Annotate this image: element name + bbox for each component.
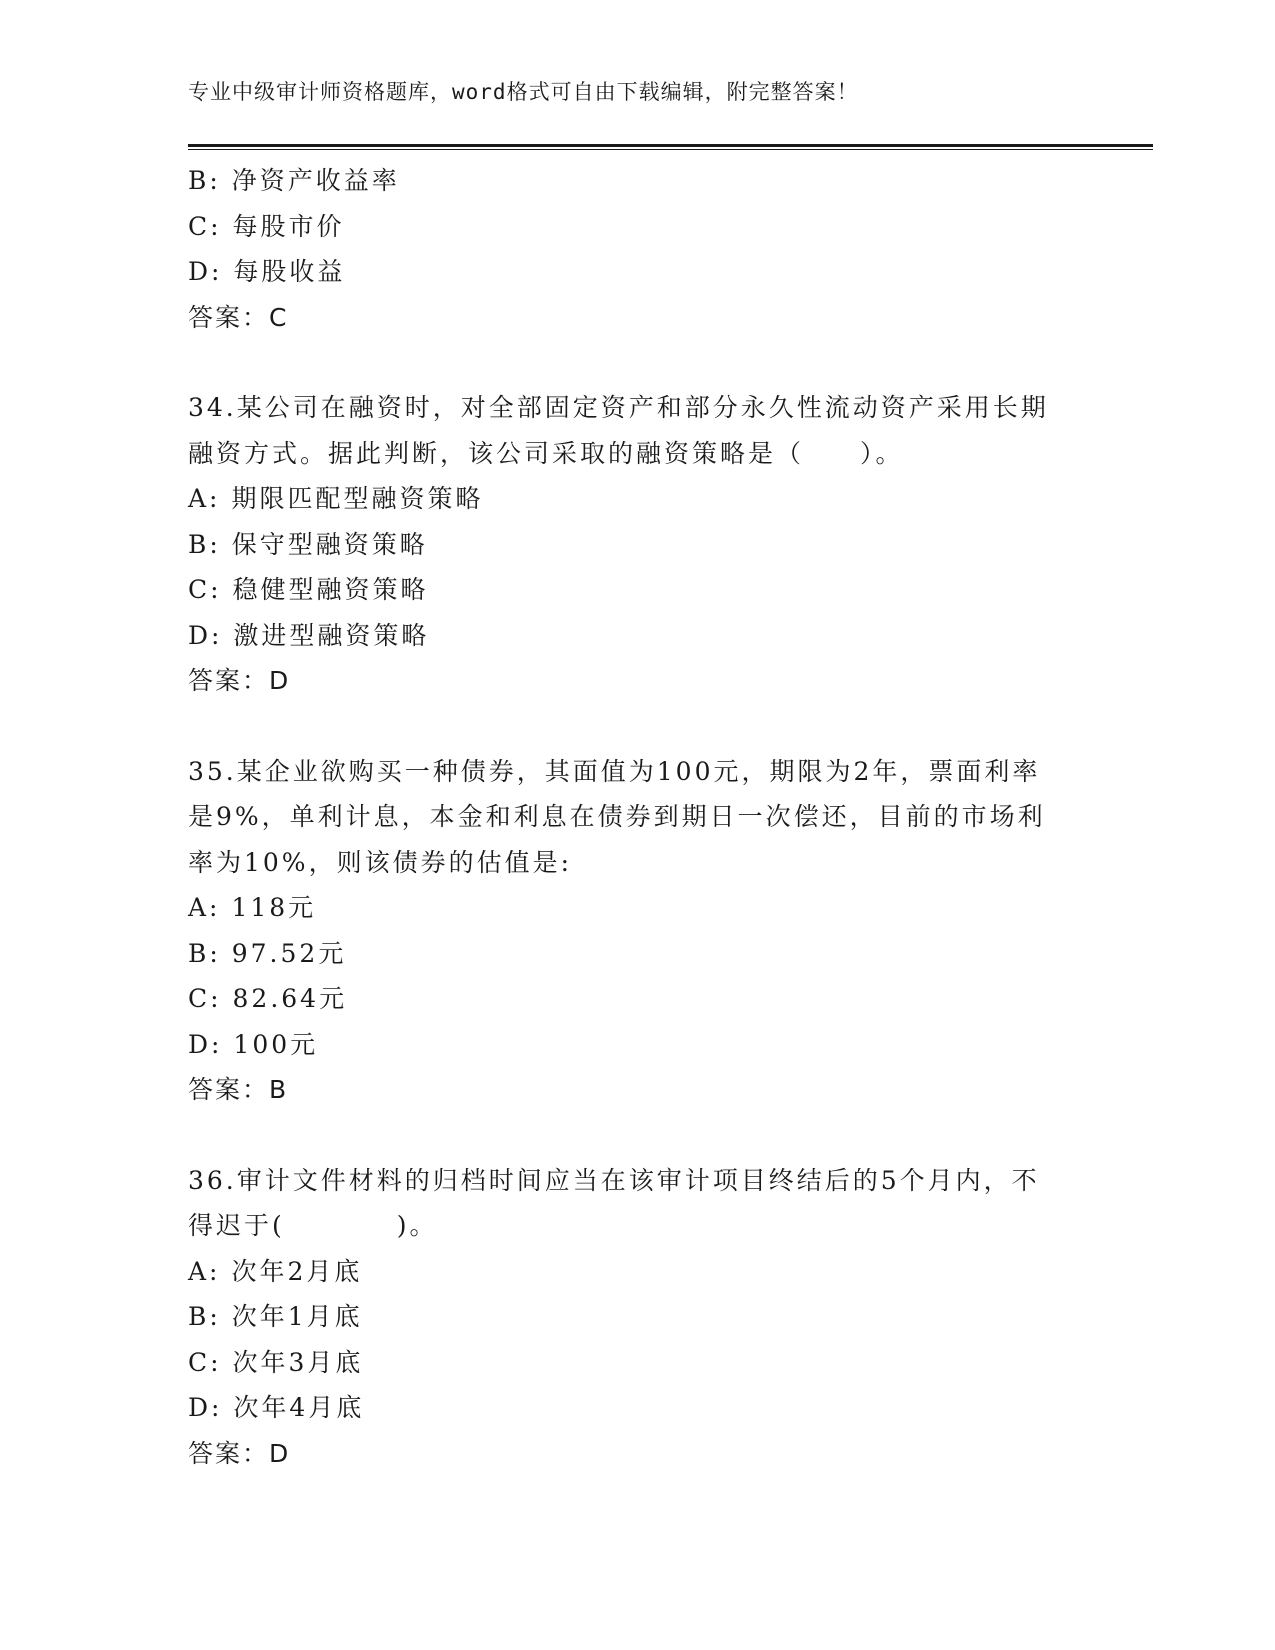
header-divider-thick bbox=[188, 144, 1153, 147]
answer-text: 答案：D bbox=[188, 666, 291, 695]
question-33 bbox=[188, 158, 1088, 340]
page-header: 专业中级审计师资格题库，word格式可自由下载编辑，附完整答案！ bbox=[188, 80, 859, 104]
option-d: D: 次年4月底 bbox=[188, 1393, 365, 1422]
option-c: C: 次年3月底 bbox=[188, 1347, 364, 1377]
answer-text: 答案：B bbox=[188, 1075, 289, 1104]
option-b: B: 97.52元 bbox=[188, 938, 347, 968]
answer-text: 答案：C bbox=[188, 302, 289, 332]
option-d: D: 激进型融资策略 bbox=[188, 620, 430, 650]
question-35 bbox=[188, 749, 1088, 1113]
document-body bbox=[188, 158, 1088, 1476]
answer-text: 答案：D bbox=[188, 1438, 291, 1468]
option-a: A: 118元 bbox=[188, 893, 317, 922]
question-stem: 35.某企业欲购买一种债券，其面值为100元，期限为2年，票面利率 bbox=[188, 756, 1041, 786]
option-c: C: 每股市价 bbox=[188, 211, 345, 241]
option-a: A: 次年2月底 bbox=[188, 1256, 363, 1286]
option-d: D: 100元 bbox=[188, 1029, 319, 1059]
question-stem: 融资方式。据此判断，该公司采取的融资策略是（ ）。 bbox=[188, 438, 904, 468]
option-b: B: 净资产收益率 bbox=[188, 166, 400, 195]
question-stem: 得迟于( )。 bbox=[188, 1211, 438, 1240]
question-stem: 是9%，单利计息，本金和利息在债券到期日一次偿还，目前的市场利 bbox=[188, 802, 1046, 831]
question-stem: 率为10%，则该债券的估值是: bbox=[188, 847, 572, 877]
header-divider-thin bbox=[188, 149, 1153, 150]
question-34 bbox=[188, 385, 1088, 704]
option-d: D: 每股收益 bbox=[188, 257, 346, 286]
question-36 bbox=[188, 1158, 1088, 1477]
question-stem: 34.某公司在融资时，对全部固定资产和部分永久性流动资产采用长期 bbox=[188, 393, 1049, 422]
option-c: C: 稳健型融资策略 bbox=[188, 575, 429, 604]
option-a: A: 期限匹配型融资策略 bbox=[188, 484, 484, 513]
option-c: C: 82.64元 bbox=[188, 984, 348, 1013]
question-stem: 36.审计文件材料的归档时间应当在该审计项目终结后的5个月内，不 bbox=[188, 1165, 1040, 1195]
option-b: B: 次年1月底 bbox=[188, 1302, 363, 1331]
option-b: B: 保守型融资策略 bbox=[188, 529, 428, 559]
